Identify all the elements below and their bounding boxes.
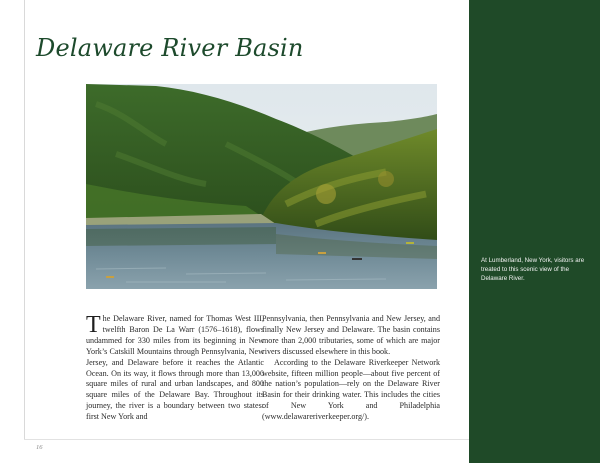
page-title: Delaware River Basin xyxy=(36,34,304,62)
margin-rule xyxy=(24,0,25,440)
footer-rule xyxy=(24,439,469,440)
paragraph xyxy=(86,314,264,423)
paragraph: According to the Delaware Riverkeeper Network website, fifteen million people—about five percent of the nation’s population—rely on the Delaware River Basin for their drinking water. This includes the cities of New York and Philadelphia (www.delawareriverkeeper.org/). xyxy=(262,357,440,422)
green-sidebar xyxy=(469,0,600,463)
drop-cap: T xyxy=(86,312,101,338)
page-number: 16 xyxy=(36,444,43,451)
text-column-1 xyxy=(86,314,264,423)
river-photo xyxy=(86,84,437,289)
photo-caption: At Lumberland, New York, visitors are treated to this scenic view of the Delaware River. xyxy=(481,257,585,283)
text-column-2 xyxy=(262,314,440,423)
paragraph: Pennsylvania, then Pennsylvania and New Jersey, and finally New Jersey and Delaware. The basin contains more than 2,000 tributaries, some of which are major rivers discussed elsewhere in this book. xyxy=(262,314,440,356)
paragraph-text: he Delaware River, named for Thomas West III, twelfth Baron De La Warr (1576–1618), flows undammed for 330 miles from its beginning in New York’s Catskill Mountains through Pennsylvania, New Jersey, and Delaware before it reaches the Atlantic Ocean. On its way, it flows through more than 13,000 square miles of rural and urban landscapes, and 800 square miles of the Delaware Bay. Throughout its journey, the river is a boundary between two states: first New York and xyxy=(86,314,264,422)
